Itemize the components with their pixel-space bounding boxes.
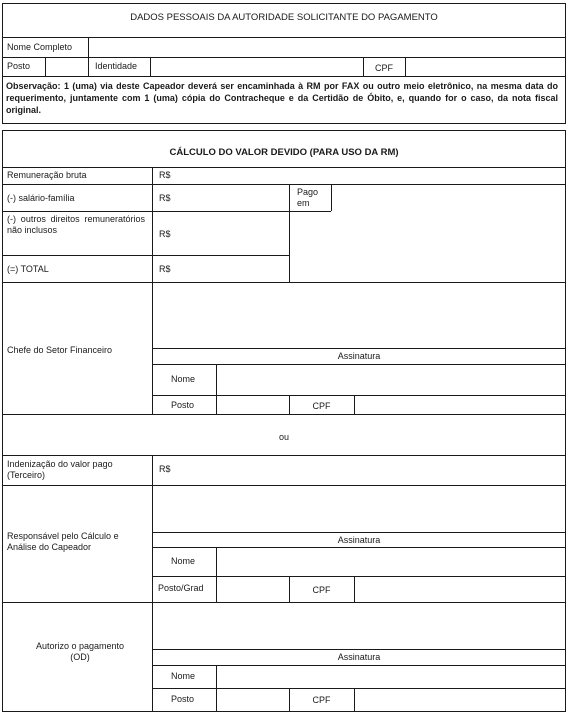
autorizo-posto-label: Posto (171, 694, 195, 704)
responsavel-posto-grad-field[interactable] (217, 577, 289, 602)
responsavel-posto-grad-label: Posto/Grad (158, 583, 204, 593)
outros-direitos-label: (-) outros direitos remuneratórios não inclusos (7, 214, 145, 235)
autorizo-assinatura-label: Assinatura (337, 652, 381, 662)
indenizacao-currency: R$ (159, 464, 171, 474)
chefe-label: Chefe do Setor Financeiro (7, 345, 113, 355)
autorizo-nome-label: Nome (171, 671, 196, 681)
total-currency: R$ (159, 264, 171, 274)
outros-direitos-field[interactable] (175, 212, 288, 255)
total-field[interactable] (175, 256, 288, 282)
pago-em-label: Pago em (297, 187, 319, 208)
responsavel-assinatura-label: Assinatura (337, 535, 381, 545)
responsavel-cpf-label: CPF (312, 585, 331, 595)
outros-direitos-currency: R$ (159, 229, 171, 239)
nome-completo-label: Nome Completo (7, 42, 73, 52)
identidade-field[interactable] (151, 58, 363, 76)
divider (152, 649, 566, 650)
chefe-assinatura-label: Assinatura (337, 351, 381, 361)
chefe-posto-label: Posto (171, 400, 195, 410)
indenizacao-field[interactable] (175, 456, 565, 485)
divider (289, 211, 331, 212)
chefe-nome-field[interactable] (217, 365, 565, 395)
autorizo-signature-area[interactable] (153, 603, 565, 649)
responsavel-nome-label: Nome (171, 556, 196, 566)
responsavel-cpf-field[interactable] (355, 577, 565, 602)
responsavel-label: Responsável pelo Cálculo e Análise do Capeador (7, 531, 119, 552)
responsavel-nome-field[interactable] (217, 548, 565, 576)
observacao-body: 1 (uma) via deste Capeador deverá ser encaminhada à RM por FAX ou outro meio eletrônico, na mesma data do requerimento, juntamente com 1 (uma) cópia do Contracheque e da Certidão de Óbito, e, quando for o caso, da nota fiscal original. (6, 81, 558, 115)
chefe-cpf-field[interactable] (355, 396, 565, 414)
observacao-lead: Observação: (6, 81, 61, 91)
nome-completo-field[interactable] (89, 38, 565, 57)
posto-field[interactable] (46, 58, 88, 76)
salario-familia-currency: R$ (159, 193, 171, 203)
autorizo-cpf-label: CPF (312, 695, 331, 705)
observacao-text (6, 80, 558, 116)
autorizo-label: Autorizo o pagamento (OD) (35, 641, 125, 662)
autorizo-cpf-field[interactable] (355, 689, 565, 711)
divider (2, 414, 566, 415)
responsavel-signature-area[interactable] (153, 486, 565, 532)
pago-em-field[interactable] (332, 185, 565, 211)
remuneracao-bruta-currency: R$ (159, 170, 171, 180)
indenizacao-label: Indenização do valor pago (Terceiro) (7, 459, 113, 480)
posto-label: Posto (7, 61, 31, 71)
cpf-label: CPF (375, 63, 393, 73)
divider (2, 76, 566, 77)
autorizo-nome-field[interactable] (217, 666, 565, 688)
chefe-posto-field[interactable] (217, 396, 289, 414)
chefe-cpf-label: CPF (312, 401, 331, 411)
chefe-signature-area[interactable] (153, 283, 565, 348)
salario-familia-field[interactable] (175, 185, 288, 211)
divider (152, 348, 566, 349)
remuneracao-bruta-field[interactable] (175, 168, 565, 184)
identidade-label: Identidade (95, 61, 138, 71)
chefe-nome-label: Nome (171, 374, 196, 384)
ou-separator: ou (278, 432, 289, 442)
remuneracao-bruta-label: Remuneração bruta (7, 170, 87, 180)
divider (152, 455, 153, 485)
total-label: (=) TOTAL (7, 264, 49, 274)
divider (88, 57, 89, 76)
divider (152, 167, 153, 282)
divider (152, 532, 566, 533)
autorizo-posto-field[interactable] (217, 689, 289, 711)
personal-data-title: DADOS PESSOAIS DA AUTORIDADE SOLICITANTE DO PAGAMENTO (130, 12, 438, 23)
divider (289, 184, 290, 282)
calc-title: CÁLCULO DO VALOR DEVIDO (PARA USO DA RM) (169, 147, 399, 158)
salario-familia-label: (-) salário-família (7, 193, 75, 203)
cpf-field[interactable] (406, 58, 565, 76)
